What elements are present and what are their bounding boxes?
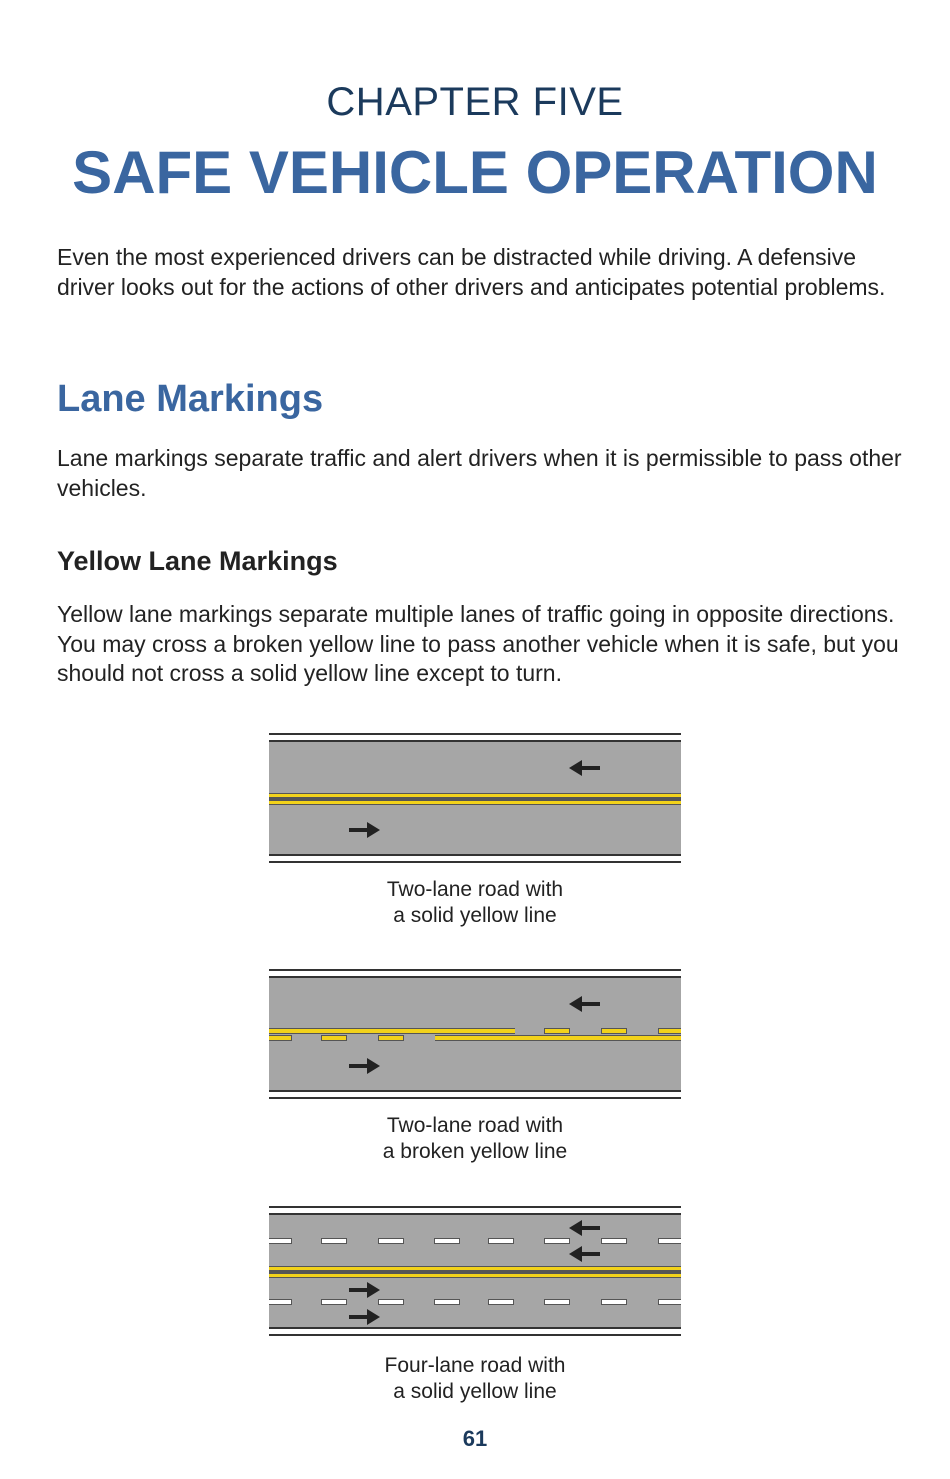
- yellow-lane-markings-paragraph: Yellow lane markings separate multiple lanes of traffic going in opposite directions. You may cross a broken yellow line to pass another vehicle when it is safe, but you should not cross a solid yellow line except to turn.: [57, 601, 899, 686]
- page-number: 61: [462, 1426, 488, 1451]
- figure-caption: [0, 1113, 950, 1164]
- yellow-lane-markings-heading: Yellow Lane Markings: [57, 546, 338, 576]
- caption-line: Two-lane road with: [386, 1114, 564, 1137]
- solid-yellow-line: [269, 1266, 681, 1278]
- two-lane-broken-yellow-diagram: [269, 968, 681, 1100]
- four-lane-solid-yellow-diagram: [269, 1205, 681, 1337]
- caption-line: a solid yellow line: [393, 903, 557, 927]
- two-lane-solid-yellow-diagram: [269, 732, 681, 864]
- figure-caption: [0, 1353, 950, 1404]
- solid-yellow-line: [269, 793, 681, 805]
- intro-paragraph: Even the most experienced drivers can be distracted while driving. A defensive driver looks out for the actions of other drivers and anticipates potential problems.: [57, 244, 886, 300]
- caption-line: Two-lane road with: [386, 878, 564, 901]
- caption-line: a broken yellow line: [382, 1139, 568, 1163]
- caption-line: a solid yellow line: [393, 1379, 557, 1403]
- lane-markings-heading: Lane Markings: [57, 378, 324, 420]
- lane-markings-paragraph: Lane markings separate traffic and alert drivers when it is permissible to pass other vehicles.: [57, 445, 902, 501]
- chapter-title: SAFE VEHICLE OPERATION: [72, 139, 878, 206]
- figure-caption: [0, 877, 950, 928]
- caption-line: Four-lane road with: [384, 1354, 566, 1377]
- chapter-label: CHAPTER FIVE: [326, 80, 624, 124]
